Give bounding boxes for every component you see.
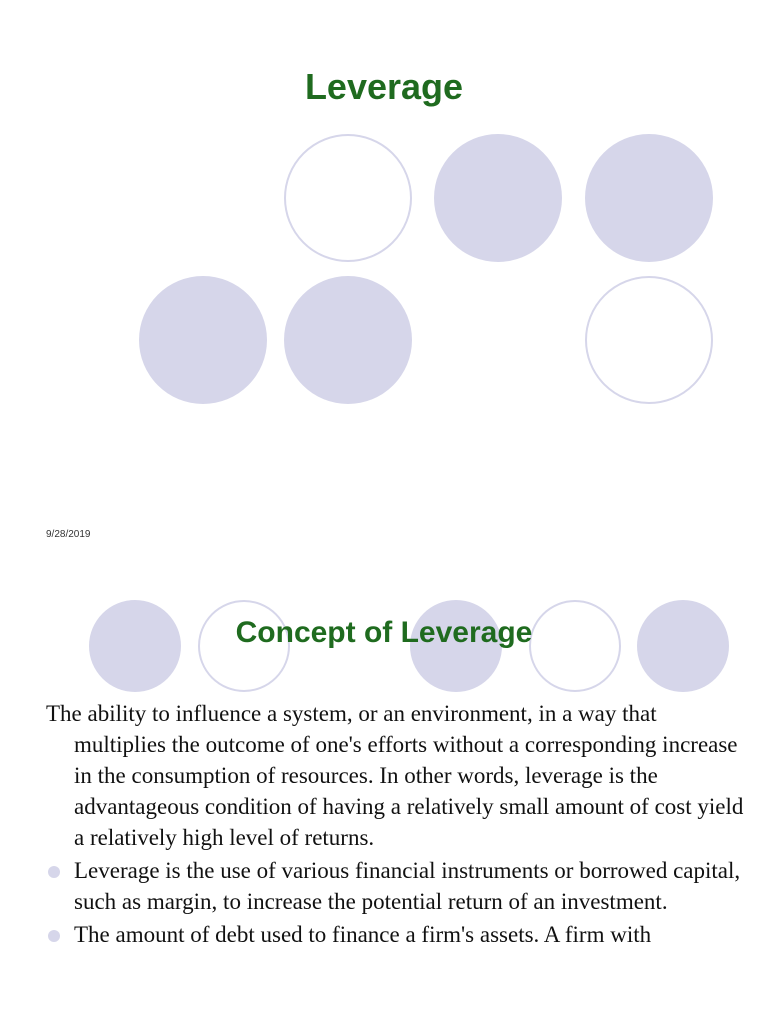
bullet-dot-icon — [48, 930, 60, 942]
slide-body — [46, 698, 746, 950]
decor-circle-filled — [434, 134, 562, 262]
bullet-text: Leverage is the use of various financial instruments or borrowed capital, such as margin, to increase the potential return of an investment. — [74, 858, 741, 914]
decor-circle-outline — [284, 134, 412, 262]
slide-date: 9/28/2019 — [46, 529, 91, 540]
bullet-item — [46, 855, 746, 917]
bullet-text: The amount of debt used to finance a firm's assets. A firm with — [74, 922, 652, 947]
slide-2 — [0, 560, 768, 1024]
slide-title: Leverage — [304, 66, 464, 107]
decor-circle-filled — [585, 134, 713, 262]
slide-title: Concept of Leverage — [235, 616, 533, 649]
decor-circle-filled — [139, 276, 267, 404]
intro-paragraph: The ability to influence a system, or an environment, in a way that multiplies the outcome of one's efforts without a corresponding increase in the consumption of resources. In other words, leverage is the advantageous condition of having a relatively small amount of cost yield a relatively high level of returns. — [46, 701, 744, 850]
decor-circle-filled — [284, 276, 412, 404]
bullet-dot-icon — [48, 866, 60, 878]
bullet-item — [46, 919, 746, 950]
decor-circle-outline — [585, 276, 713, 404]
bullet-list — [46, 855, 746, 950]
